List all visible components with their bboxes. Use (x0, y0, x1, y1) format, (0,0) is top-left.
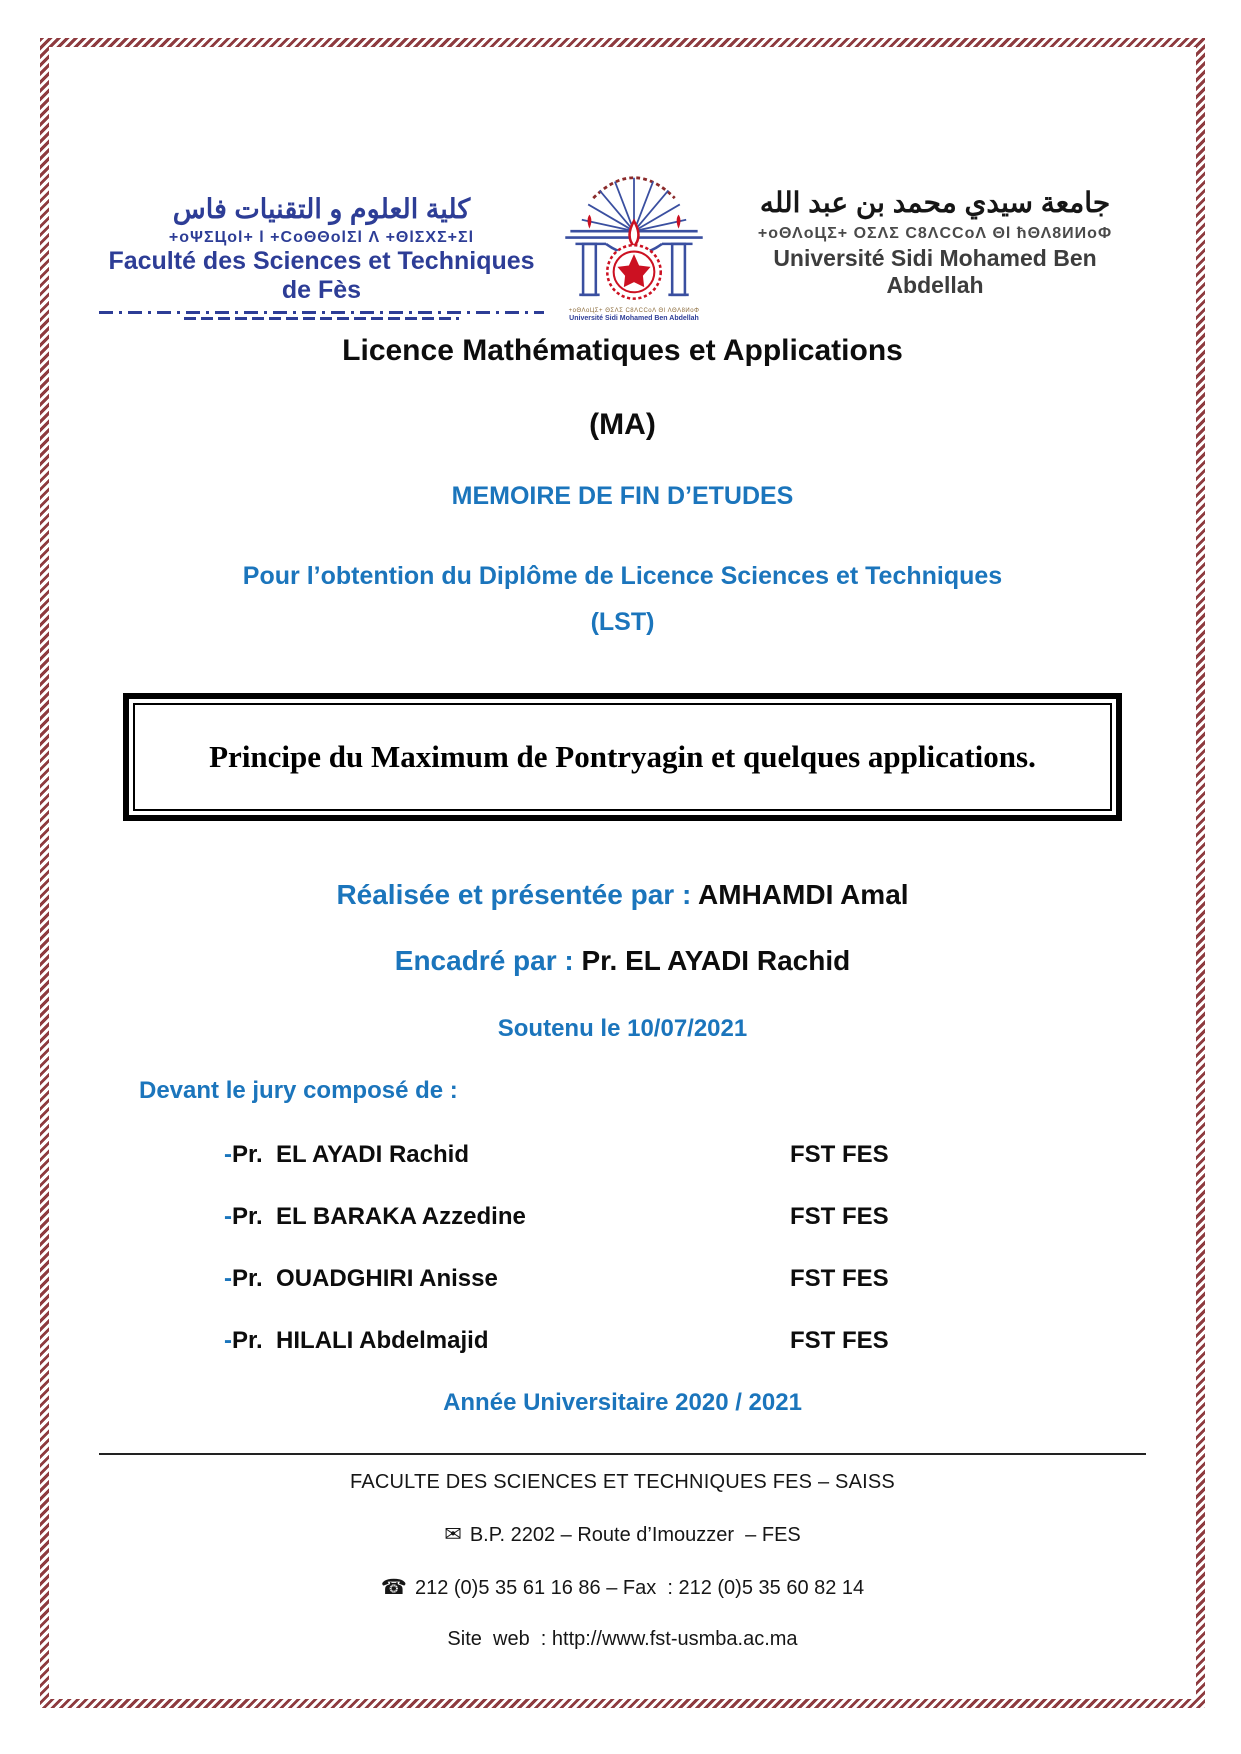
purpose-line1: Pour l’obtention du Diplôme de Licence Sciences et Techniques (242, 561, 1003, 590)
jury-member-name: Pr. HILALI Abdelmajid (232, 1327, 489, 1355)
jury-member-affiliation: FST FES (790, 1203, 889, 1231)
academic-year: Année Universitaire 2020 / 2021 (443, 1389, 802, 1417)
jury-dash: - (224, 1203, 232, 1231)
presented-by-line (99, 879, 1146, 911)
jury-member-name: Pr. EL BARAKA Azzedine (232, 1203, 526, 1231)
jury-list (99, 1141, 1146, 1355)
page (49, 47, 1196, 1699)
purpose-heading (99, 553, 1146, 646)
faculty-identity-block (99, 165, 544, 320)
jury-member-name: Pr. EL AYADI Rachid (232, 1141, 469, 1169)
faculty-name-french: Faculté des Sciences et Techniques de Fès (108, 246, 535, 304)
jury-row (99, 1141, 1146, 1169)
jury-member-affiliation: FST FES (790, 1265, 889, 1293)
footer-phone: 212 (0)5 35 61 16 86 – Fax : 212 (0)5 35 60 82 14 (414, 1577, 865, 1600)
footer-divider (99, 1453, 1146, 1455)
faculty-name-tifinagh: +oΨΣЦol+ l +CoΘΘolΣl Λ +ΘlΣΧΣ+Σl (168, 228, 475, 246)
jury-dash: - (224, 1327, 232, 1355)
logo-caption-french: Université Sidi Mohamed Ben Abdellah (569, 315, 699, 323)
jury-dash: - (224, 1141, 232, 1169)
university-name-french: Université Sidi Mohamed Ben Abdellah (773, 245, 1097, 299)
university-name-tifinagh: +oΘΛoЦΣ+ OΣΛΣ C8ΛCCoΛ Θl ħΘΛ8ИИoΦ (757, 225, 1113, 243)
footer-address-line (99, 1522, 1146, 1547)
university-name-arabic: جامعة سيدي محمد بن عبد الله (759, 187, 1111, 218)
supervisor-line (99, 945, 1146, 977)
footer-address: B.P. 2202 – Route d’Imouzzer – FES (469, 1524, 801, 1547)
thesis-title-box (123, 693, 1122, 821)
dash-divider (99, 311, 544, 314)
phone-icon: ☎ (380, 1576, 407, 1600)
jury-dash: - (224, 1265, 232, 1293)
footer-website[interactable]: Site web : http://www.fst-usmba.ac.ma (447, 1628, 798, 1651)
logo-caption-tifinagh: +oΘΛoЦΣ+ ΘΣΛΣ C8ΛCCoΛ Θl ΛΘΛ8ИoΦ (568, 308, 700, 314)
jury-row (99, 1203, 1146, 1231)
author-name: AMHAMDI Amal (698, 879, 909, 911)
program-title: Licence Mathématiques et Applications (342, 333, 903, 367)
jury-row (99, 1265, 1146, 1293)
thesis-title: Principe du Maximum de Pontryagin et quelques applications. (209, 739, 1036, 775)
header (99, 165, 1146, 324)
jury-member-affiliation: FST FES (790, 1327, 889, 1355)
supervisor-label: Encadré par : (394, 945, 582, 977)
memoir-heading: MEMOIRE DE FIN D’ETUDES (451, 481, 794, 510)
presented-by-label: Réalisée et présentée par : (336, 879, 699, 911)
defense-date: Soutenu le 10/07/2021 (497, 1015, 748, 1043)
purpose-line2: (LST) (590, 607, 655, 636)
jury-member-affiliation: FST FES (790, 1141, 889, 1169)
mail-icon: ✉ (444, 1523, 462, 1547)
footer-phone-line (99, 1575, 1146, 1600)
jury-row (99, 1327, 1146, 1355)
footer-faculty-name: FACULTE DES SCIENCES ET TECHNIQUES FES – SAISS (350, 1471, 895, 1494)
jury-member-name: Pr. OUADGHIRI Anisse (232, 1265, 498, 1293)
decorative-page-border (40, 38, 1205, 1708)
university-identity-block (724, 165, 1146, 299)
jury-heading: Devant le jury composé de : (139, 1077, 458, 1105)
university-emblem-icon (554, 165, 714, 305)
faculty-name-arabic: كلية العلوم و التقنيات فاس (172, 194, 471, 224)
program-abbreviation: (MA) (589, 407, 656, 441)
dash-divider (184, 317, 460, 320)
university-logo (544, 165, 724, 324)
supervisor-name: Pr. EL AYADI Rachid (581, 945, 851, 977)
